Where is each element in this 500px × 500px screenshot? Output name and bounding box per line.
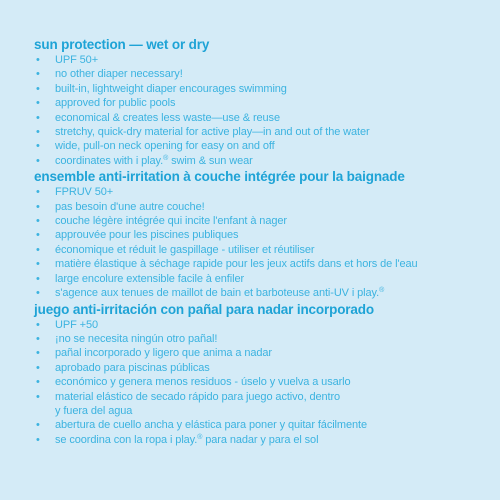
- list-item: • stretchy, quick-dry material for active play—in and out of the water: [36, 126, 370, 139]
- list-item: • couche légère intégrée qui incite l'enfant à nager: [36, 215, 287, 228]
- bullet-icon: •: [36, 140, 40, 153]
- section-title-spanish: juego anti-irritación con pañal para nadar incorporado: [34, 301, 374, 317]
- registered-mark: ®: [197, 433, 203, 441]
- list-item: • large encolure extensible facile à enfiler: [36, 272, 245, 285]
- bullet-icon: •: [36, 54, 40, 66]
- bullet-icon: •: [36, 258, 40, 271]
- bullet-icon: •: [36, 82, 40, 95]
- bullet-icon: •: [36, 229, 40, 242]
- list-item: • material elástico de secado rápido para juego activo, dentro y fuera del agua: [36, 390, 341, 417]
- bullet-icon: •: [36, 272, 40, 285]
- list-item: • pañal incorporado y ligero que anima a nadar: [36, 347, 272, 360]
- bullet-icon: •: [36, 215, 40, 228]
- bullet-icon: •: [36, 361, 40, 374]
- bullet-icon: •: [36, 68, 40, 81]
- section-title-french: ensemble anti-irritation à couche intégrée pour la baignade: [34, 169, 405, 185]
- list-item: • économique et réduit le gaspillage - utiliser et réutiliser: [36, 243, 315, 256]
- bullet-list-french: [34, 185, 500, 300]
- bullet-icon: •: [36, 154, 40, 167]
- bullet-icon: •: [36, 433, 40, 446]
- list-item: • UPF +50: [36, 318, 99, 331]
- bullet-icon: •: [36, 126, 40, 139]
- bullet-icon: •: [36, 390, 40, 403]
- registered-mark: ®: [163, 154, 169, 162]
- bullet-icon: •: [36, 419, 40, 432]
- list-item: • matière élastique à séchage rapide pour les jeux actifs dans et hors de l'eau: [36, 258, 418, 271]
- list-item: • approuvée pour les piscines publiques: [36, 229, 239, 242]
- list-item: • aprobado para piscinas públicas: [36, 361, 210, 374]
- bullet-icon: •: [36, 376, 40, 389]
- list-item: • abertura de cuello ancha y elástica para poner y quitar fácilmente: [36, 419, 367, 432]
- list-item: • no other diaper necessary!: [36, 68, 183, 81]
- section-title-english: sun protection — wet or dry: [34, 37, 210, 52]
- bullet-icon: •: [36, 97, 40, 110]
- section-english: [34, 36, 500, 168]
- bullet-icon: •: [36, 243, 40, 256]
- bullet-icon: •: [36, 318, 40, 331]
- list-item: • economical & creates less waste—use & reuse: [36, 111, 280, 124]
- list-item: • approved for public pools: [36, 97, 176, 110]
- list-item: • económico y genera menos residuos - úselo y vuelva a usarlo: [36, 376, 351, 389]
- bullet-icon: •: [36, 347, 40, 360]
- list-item: • coordinates with i play.® swim & sun wear: [36, 154, 253, 167]
- section-spanish: [34, 301, 500, 448]
- bullet-icon: •: [36, 332, 40, 345]
- bullet-icon: •: [36, 287, 40, 300]
- list-item: • UPF 50+: [36, 54, 99, 66]
- list-item: • pas besoin d'une autre couche!: [36, 200, 205, 213]
- registered-mark: ®: [379, 287, 385, 295]
- list-item: • ¡no se necesita ningún otro pañal!: [36, 332, 218, 345]
- list-item: • wide, pull-on neck opening for easy on and off: [36, 140, 275, 153]
- section-french: [34, 168, 500, 300]
- bullet-list-english: [34, 53, 500, 168]
- list-item: • se coordina con la ropa i play.® para nadar y para el sol: [36, 433, 319, 446]
- bullet-icon: •: [36, 111, 40, 124]
- bullet-list-spanish: [34, 318, 500, 448]
- list-item: • built-in, lightweight diaper encourages swimming: [36, 82, 287, 95]
- list-item: • FPRUV 50+: [36, 186, 114, 199]
- list-item: • s'agence aux tenues de maillot de bain et barboteuse anti-UV i play.®: [36, 287, 385, 300]
- bullet-icon: •: [36, 200, 40, 213]
- bullet-icon: •: [36, 186, 40, 199]
